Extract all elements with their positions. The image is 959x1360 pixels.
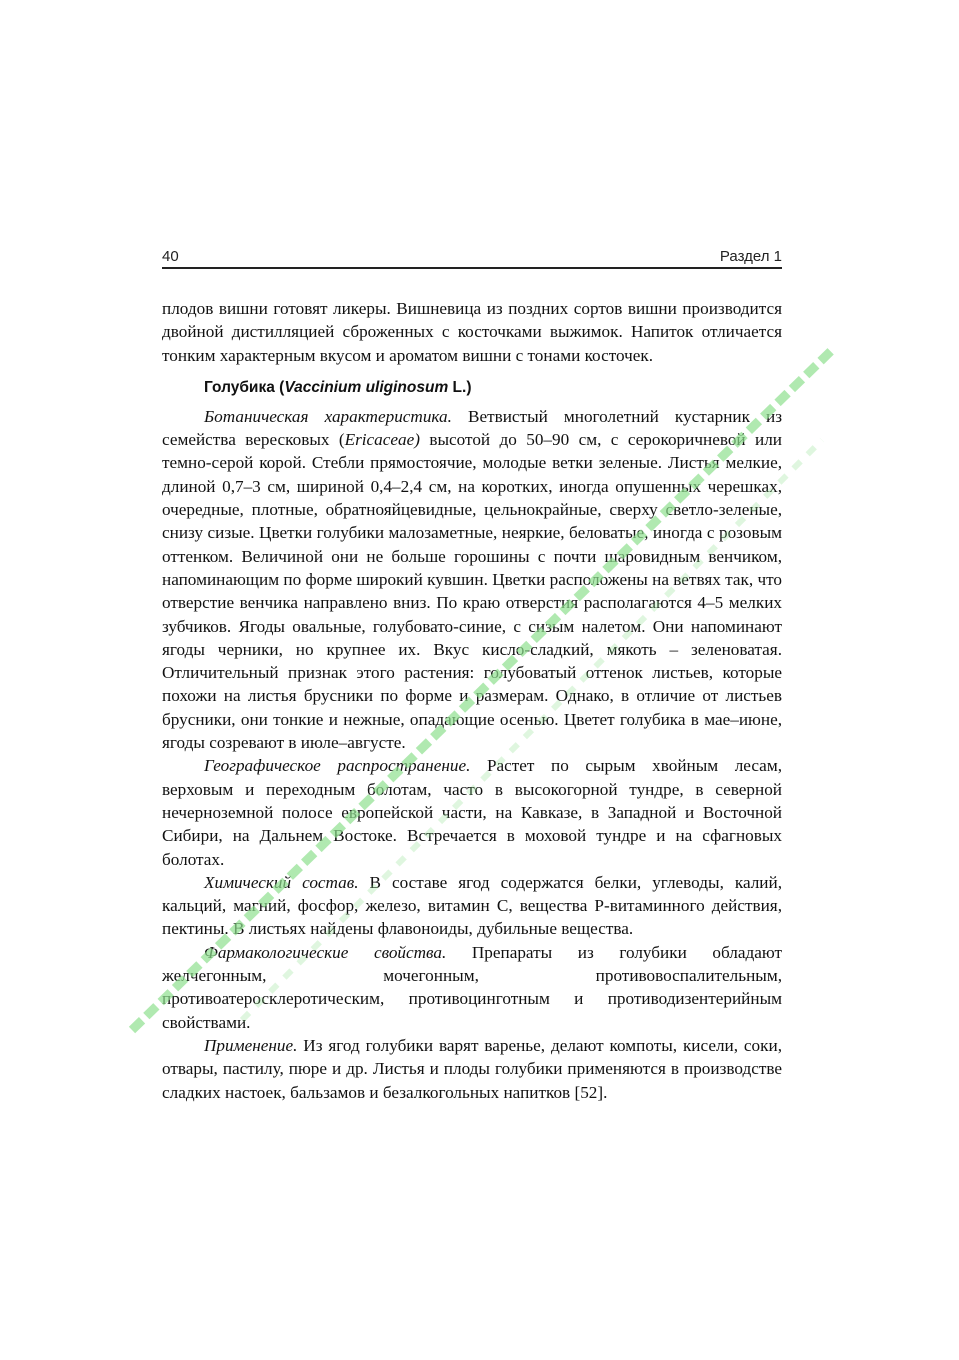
application-paragraph bbox=[162, 1034, 782, 1104]
section-heading bbox=[162, 377, 782, 399]
heading-author: L.) bbox=[448, 378, 472, 396]
page-body bbox=[162, 297, 782, 1104]
heading-latin-name: Vaccinium uliginosum bbox=[284, 378, 449, 396]
chemical-text: В составе ягод содержатся белки, углеводы, калий, кальций, магний, фосфор, железо, витамин С, вещества Р-витаминного действия, пектины. В листьях найдены флавоноиды, дубильные вещества. bbox=[162, 872, 782, 939]
chemical-lead: Химический состав. bbox=[204, 872, 359, 892]
geographic-text: Растет по сырым хвойным лесам, верховым и переходным болотам, часто в высокогорной тундре, в северной нечерноземной полосе европейской части, на Кавказе, в Западной и Восточной Сибири, на Дальнем Востоке. Встречается в моховой тундре и на сфагновых болотах. bbox=[162, 756, 782, 869]
heading-name: Голубика ( bbox=[204, 378, 285, 396]
application-text: Из ягод голубики варят варенье, делают компоты, кисели, соки, отвары, пастилу, пюре и др. Листья и плоды голубики применяются в производстве сладких настоек, бальзамов и безалкогольных напитков [52]. bbox=[162, 1035, 782, 1102]
pharmacological-lead: Фармакологические свойства. bbox=[204, 942, 447, 962]
botanical-text-2: высотой до 50–90 см, с серокоричневой или темно-серой корой. Стебли прямостоячие, молодые ветки зеленые. Листья мелкие, длиной 0,7–3 см, шириной 0,4–2,4 см, на коротких, иногда опушенных черешках, очередные, плотные, обратнояйцевидные, цельнокрайные, сверху светло-зеленые, снизу сизые. Цветки голубики малозаметные, неяркие, беловатые, иногда с розовым оттенком. Величиной они не больше горошины с почти шаровидным венчиком, напоминающим по форме широкий кувшин. Цветки расположены на ветвях так, что отверстие венчика направлено вниз. По краю отверстия располагаются 4–5 мелких зубчиков. Ягоды овальные, голубовато-синие, с сизым налетом. Они напоминают ягоды черники, но крупнее их. Вкус кисло-сладкий, мякоть – зеленоватая. Отличительный признак этого растения: голубоватый оттенок листьев, которые похожи на листья брусники по форме и размерам. Однако, в отличие от листьев брусники, они тонкие и нежные, опадающие осенью. Цветет голубика в мае–июне, ягоды созревают в июле–августе. bbox=[162, 430, 782, 753]
header-rule bbox=[162, 267, 782, 269]
chemical-paragraph bbox=[162, 871, 782, 941]
pharmacological-text: Препараты из голубики обладают желчегонным, мочегонным, противовоспалительным, противоатеросклеротическим, противоцинготным и противодизентерийным свойствами. bbox=[162, 942, 782, 1032]
botanical-text-1: Ветвистый многолетний кустарник из семейства вересковых ( bbox=[162, 406, 783, 450]
application-lead: Применение. bbox=[204, 1035, 298, 1055]
geographic-lead: Географическое распространение. bbox=[204, 756, 471, 776]
section-label: Раздел 1 bbox=[719, 248, 782, 265]
page-number: 40 bbox=[162, 248, 179, 265]
intro-paragraph: плодов вишни готовят ликеры. Вишневица из поздних сортов вишни производится двойной дистилляцией сброженных с косточками выжимок. Напиток отличается тонким характерным вкусом и ароматом вишни с тонами косточек. bbox=[162, 299, 782, 365]
botanical-paragraph bbox=[162, 405, 782, 754]
pharmacological-paragraph bbox=[162, 941, 782, 1034]
family-latin: Ericaceae) bbox=[344, 430, 420, 450]
page-header bbox=[162, 248, 782, 270]
geographic-paragraph bbox=[162, 754, 782, 870]
botanical-lead: Ботаническая характеристика. bbox=[204, 406, 452, 426]
